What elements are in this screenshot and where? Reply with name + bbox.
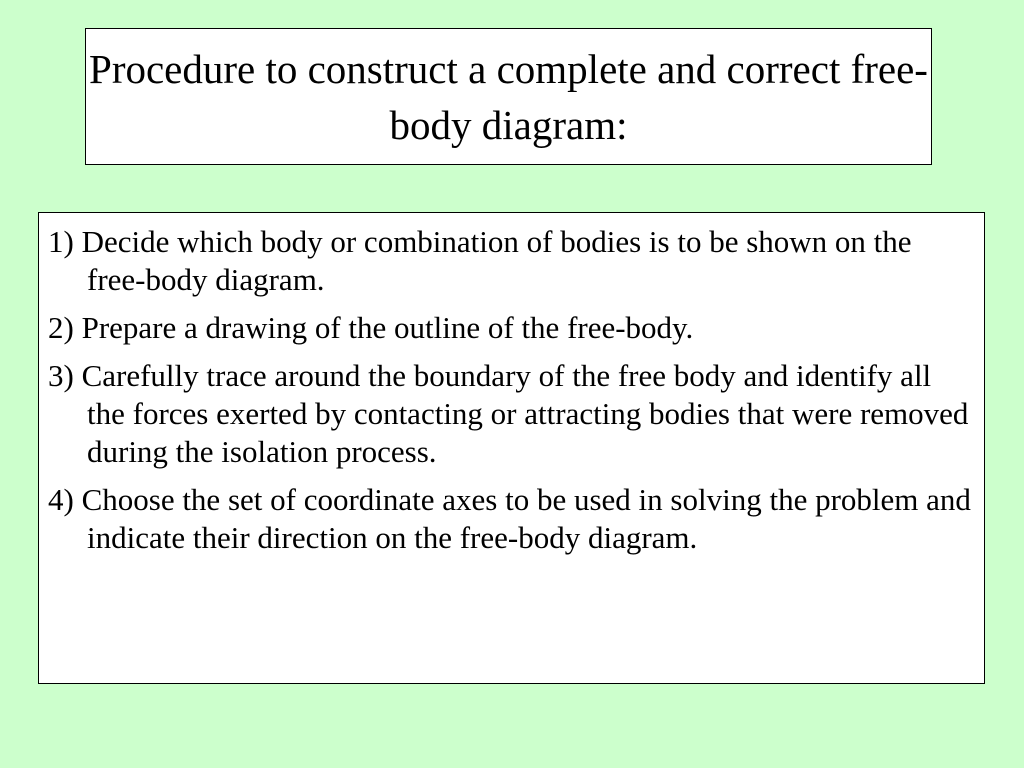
title-box [85, 28, 932, 165]
step-3: 3) Carefully trace around the boundary of the free body and identify all the forces exerted by contacting or attracting bodies that were removed during the isolation process. [48, 358, 969, 469]
step-4: 4) Choose the set of coordinate axes to be used in solving the problem and indicate their direction on the free-body diagram. [48, 482, 971, 555]
step-2: 2) Prepare a drawing of the outline of the free-body. [48, 310, 694, 345]
step-1: 1) Decide which body or combination of bodies is to be shown on the free-body diagram. [48, 224, 912, 297]
slide-title: Procedure to construct a complete and correct free-body diagram: [89, 45, 928, 148]
steps-box [38, 212, 985, 684]
